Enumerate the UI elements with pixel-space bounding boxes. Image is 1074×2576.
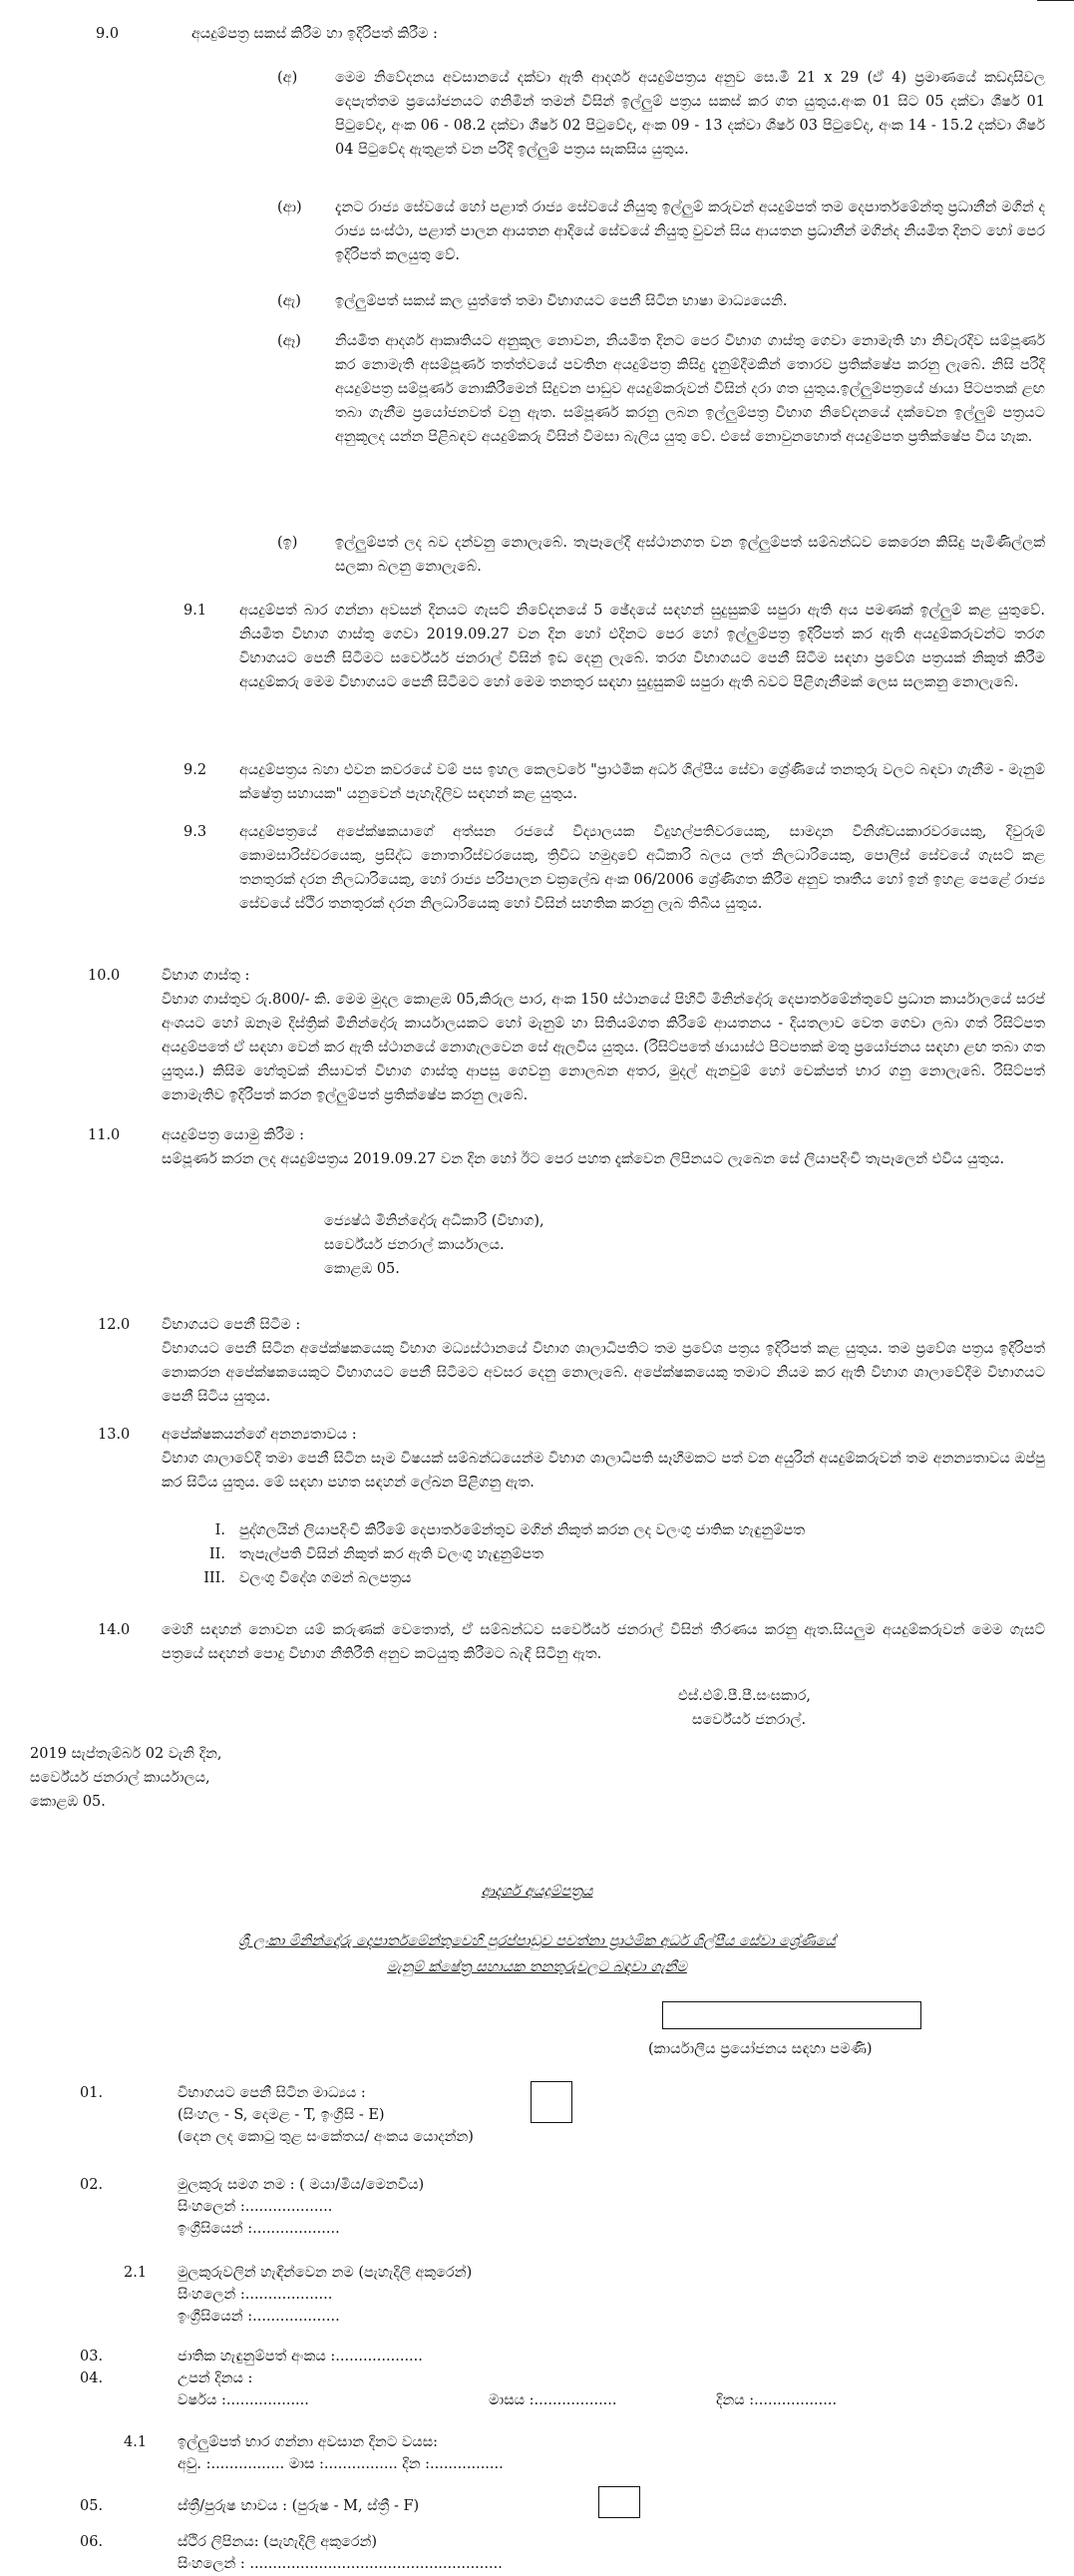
section-9-3-text: අයදුම්පත්‍රයේ අපේක්ෂකයාගේ අත්සන රජයේ විද්‍යාලයක විදුහල්පතිවරයෙකු, සාමදාන විනිශ්චයකාරවරයෙකු, දිවුරුම් කොමසාරිස්වරයෙකු, ප්‍රසිද්ධ නොතාරිස්වරයෙකු, ත්‍රිවිධ හමුදාවේ අධිකාරි බලය ලත් නිලධාරියෙකු, පොලිස් සේවයේ ගැසට් කළ තනතුරක් දරන නිලධාරියෙකු, හෝ රාජ්‍ය පරිපාලන චක්‍රලේඛ අංක 06/2006 ශ්‍රේණිගත කිරීම අනුව තෘතීය හෝ ඉන් ඉහළ පෙළේ රාජ්‍ය සේවයේ ස්ථිර තනතුරක් දරන නිලධාරියෙකු හෝ විසින් සහතික කරනු ලැබ තිබිය යුතුය. <box>239 824 1045 912</box>
item-aee-label: (ඈ) <box>277 333 301 349</box>
section-12-number: 12.0 <box>98 1317 131 1333</box>
q06-number: 06. <box>80 2534 104 2550</box>
form-heading: ආදර්ශ අයදුම්පත්‍රය <box>481 1884 593 1900</box>
form-subtitle-line-2: මැනුම් ක්ෂේත්‍ර සහායක තනතුරුවලට බඳවා ගැනීම <box>387 1959 687 1975</box>
q06-label: ස්ථිර ලිපිනය: (පැහැදිලි අකුරෙන්) <box>178 2534 378 2550</box>
form-subtitle-line-1: ශ්‍රී ලංකා මිනින්දෝරු දෙපාර්තමේන්තුවෙහි පුරප්පාඩුව පවත්නා ප්‍රාථමික අර්ධ ශිල්පීය සේවා ශ්‍රේණියේ <box>238 1933 836 1949</box>
section-9-2-text: අයදුම්පත්‍රය බහා එවන කවරයේ වම් පස ඉහල කෙලවරේ "ප්‍රාථමික අර්ධ ශිල්පීය සේවා ශ්‍රේණියේ තනතුරු වලට බඳවා ගැනීම - මැනුම් ක්ෂේත්‍ර සහායක" යනුවෙන් පැහැදිලිව සඳහන් කළ යුතුය. <box>239 762 1045 802</box>
q04-day-field[interactable]: දිනය :.................. <box>716 2392 838 2408</box>
section-9-2-number: 9.2 <box>183 762 207 778</box>
section-12-title: විභාගයට පෙනී සිටීම : <box>162 1317 301 1333</box>
q02-english-field[interactable]: ඉංග්‍රීසියෙන් :................... <box>178 2221 340 2237</box>
q05-gender-label: ස්ත්‍රී/පුරුෂ භාවය : (පුරුෂ - M, ස්ත්‍රී - F) <box>178 2498 420 2514</box>
item-i-label: (ඉ) <box>277 535 298 551</box>
q06-sinhala-address-field[interactable]: සිංහලෙන් : ....................................................... <box>178 2556 503 2572</box>
q2-1-label: මුලකුරුවලින් හැඳින්වෙන නම (පැහැදිලි අකුරෙන්) <box>178 2265 473 2281</box>
address-line-3: කොළඹ 05. <box>324 1261 400 1277</box>
signature-title: සර්වේයර් ජනරාල්. <box>692 1712 807 1728</box>
issue-city: කොළඹ 05. <box>30 1794 106 1810</box>
section-11-number: 11.0 <box>88 1127 121 1143</box>
section-14-text: මෙහි සඳහන් නොවන යම් කරුණක් වෙතොත්, ඒ සම්බන්ධව සර්වේයර් ජනරාල් විසින් තීරණය කරනු ඇත.සියලුම අයදුම්කරුවන් මෙම ගැසට් පත්‍රයේ සඳහන් පොදු විභාග නීතිරීති අනුව කටයුතු කිරීමට බැඳී සිටිනු ඇත. <box>162 1622 1045 1662</box>
section-9-1-text: අයදුම්පත් බාර ගන්නා අවසන් දිනයට ගැසට් නිවේදනයේ 5 ඡේදයේ සඳහන් සුදුසුකම් සපුරා ඇති අය පමණක් ඉල්ලුම් කළ යුතුවේ. නියමිත විභාග ගාස්තු ගෙවා 2019.09.27 වන දින හෝ එදිනට පෙර හෝ ඉල්ලුම්පත්‍ර ඉදිරිපත් කර ඇති අයදුම්කරුවන්ට තරග විභාගයට පෙනී සිටීමට සර්වේයර් ජනරාල් විසින් ඉඩ දෙනු ලැබේ. තරග විභාගයට පෙනී සිටීම සඳහා ප්‍රවේශ පත්‍රයක් නිකුත් කිරීම අයදුම්කරු මෙම විභාගයට පෙනී සිටීමට හෝ මෙම තනතුර සඳහා සුදුසුකම් සපුරා ඇති බවට පිළිගැනීමක් ලෙස සලකනු නොලැබේ. <box>239 603 1045 690</box>
section-13-number: 13.0 <box>98 1427 131 1443</box>
item-aa-text: දැනට රාජ්‍ය සේවයේ හෝ පළාත් රාජ්‍ය සේවයේ නියුතු ඉල්ලුම් කරුවන් අයදුම්පත් තම දෙපාර්තමේන්තු ප්‍රධානීන් මගින් ද රාජ්‍ය සංස්ථා, පළාත් පාලන ආයතන ආදියේ සේවයේ නියුතු වුවන් සිය ආයතන ප්‍රධානීන් මගින්ද නියමිත දිනට හෝ පෙර ඉදිරිපත් කලයුතු වේ. <box>335 200 1045 263</box>
gender-code-box[interactable] <box>598 2486 640 2518</box>
medium-code-box[interactable] <box>531 2081 572 2123</box>
id-doc-1-text: පුද්ගලයින් ලියාපදිංචි කිරීමේ දෙපාර්තමේන්තුව මගින් නිකුත් කරන ලද වලංගු ජාතික හැඳුනුම්පත <box>239 1522 806 1538</box>
issue-office: සර්වේයර් ජනරාල් කාර්යාලය, <box>30 1770 210 1786</box>
id-doc-2-numeral: II. <box>208 1546 225 1562</box>
item-ae-label: (ඇ) <box>277 293 301 309</box>
item-ae-text: ඉල්ලුම්පත් සකස් කල යුත්තේ තමා විභාගයට පෙනී සිටින භාෂා මාධ්‍යයෙනි. <box>335 293 788 309</box>
q01-options: (සිංහල - S, දෙමළ - T, ඉංග්‍රීසි - E) <box>178 2107 385 2123</box>
section-10-text: විභාග ගාස්තුව රු.800/- කි. මෙම මුදල කොළඹ 05,කිරුල පාර, අංක 150 ස්ථානයේ පිහිටි මිනින්දෝරු දෙපාර්තමේන්තුවේ ප්‍රධාන කාර්යාලයේ සරප් අංශයට හෝ ඔනෑම දිස්ත්‍රික් මිනින්දෝරු කාර්යාලයකට හෝ මැනුම් හා සිතියම්ගත කිරීමේ ආයතනය - දියතලාව වෙත ගෙවා ලබා ගත් රිසිට්පත අයදුම්පතේ ඒ සඳහා වෙන් කර ඇති ස්ථානයේ නොගැලවෙන සේ ඇලවිය යුතුය. (රිසිට්පතේ ඡායාස්ථ පිටපතක් මතු ප්‍රයෝජනය සඳහා ළඟ තබා ගත යුතුය.) කිසිම හේතුවක් නිසාවත් විභාග ගාස්තු ආපසු ගෙවනු නොලබන අතර, මුදල් ඇනවුම් හෝ චෙක්පත් භාර ගනු නොලැබේ. රිසිට්පත් නොමැතිව ඉදිරිපත් කරන ඉල්ලුම්පත් ප්‍රතික්ෂේප කරනු ලැබේ. <box>162 992 1045 1103</box>
q2-1-english-field[interactable]: ඉංග්‍රීසියෙන් :................... <box>178 2309 340 2325</box>
id-doc-2-text: තැපැල්පති විසින් නිකුත් කර ඇති වලංගු හැඳුනුම්පත <box>239 1546 544 1562</box>
top-rule <box>1037 0 1074 1</box>
q05-number: 05. <box>80 2498 104 2514</box>
q03-number: 03. <box>80 2349 104 2364</box>
q2-1-number: 2.1 <box>124 2265 148 2281</box>
q04-year-field[interactable]: වර්ෂය :.................. <box>178 2392 309 2408</box>
signature-name: එස්.එම්.පී.පී.සංඝකාර, <box>678 1688 811 1704</box>
q01-label: විභාගයට පෙනී සිටින මාධ්‍යය : <box>178 2085 366 2101</box>
issue-date: 2019 සැප්තැම්බර් 02 වැනි දින, <box>30 1746 222 1762</box>
item-i-text: ඉල්ලුම්පත් ලද බව දන්වනු නොලැබේ. තැපෑලේදී අස්ථානගත වන ඉල්ලුම්පත් සම්බන්ධව කෙරෙන කිසිදු පැමිණිල්ලක් සලකා බලනු නොලැබේ. <box>335 535 1045 575</box>
q02-label: මුලකුරු සමග නම : ( මයා/මිය/මෙනවිය) <box>178 2177 425 2193</box>
office-use-box[interactable] <box>662 2001 921 2029</box>
item-aa-label: (ආ) <box>277 200 302 215</box>
section-11-title: අයදුම්පත්‍ර යොමු කිරීම : <box>162 1127 304 1143</box>
office-use-label: (කාර්යාලීය ප්‍රයෝජනය සඳහා පමණි) <box>648 2041 873 2057</box>
q02-number: 02. <box>80 2177 104 2193</box>
q01-instruction: (දෙන ලද කොටු තුළ සංකේතය/ අංකය යොදන්න) <box>178 2129 474 2145</box>
section-10-title: විභාග ගාස්තු : <box>162 968 250 984</box>
item-aee-text: නියමිත ආදර්ශ ආකෘතියට අනුකූල නොවන, නියමිත දිනට පෙර විභාග ගාස්තු ගෙවා නොමැති හා නිවැරදිව සම්පූර්ණ කර නොමැති අසම්පූර්ණ තත්ත්වයේ පවතින අයදුම්පත්‍ර කිසිදු දැනුම්දීමකින් තොරව ප්‍රතික්ෂේප කරනු ලැබේ. නිසි පරිදි අයදුම්පත්‍ර සම්පූර්ණ නොකිරීමෙන් සිදුවන පාඩුව අයදුම්කරුවන් විසින් දරා ගත යුතුය.ඉල්ලුම්පත්‍රයේ ඡායා පිටපතක් ළඟ තබා ගැනීම ප්‍රයෝජනවත් වනු ඇත. සම්පූර්ණ කරනු ලබන ඉල්ලුම්පත්‍ර විභාග නිවේදනයේ දක්වෙන ඉල්ලුම් පත්‍රයට අනුකූලද යන්න පිළිබඳව අයදුම්කරු විසින් විමසා බැලිය යුතු වේ. එසේ නොවුනහොත් අයදුම්පත ප්‍රතික්ෂේප විය හැක. <box>335 333 1045 445</box>
q4-1-age-fields[interactable]: අවු. :................ මාස :................ දින :................ <box>178 2456 504 2472</box>
section-9-title: අයදුම්පත්‍ර සකස් කිරීම හා ඉදිරිපත් කිරීම : <box>191 26 438 42</box>
id-doc-1-numeral: I. <box>214 1522 225 1538</box>
q2-1-sinhala-field[interactable]: සිංහලෙන් :................... <box>178 2287 333 2303</box>
q4-1-number: 4.1 <box>124 2434 148 2450</box>
item-a-label: (අ) <box>277 70 298 86</box>
q04-number: 04. <box>80 2370 104 2386</box>
q03-nic-field[interactable]: ජාතික හැඳුනුම්පත් අංකය :................... <box>178 2349 423 2364</box>
id-doc-3-numeral: III. <box>203 1570 225 1586</box>
address-line-1: ජ්‍යෙෂ්ඨ මිනින්දෝරු අධිකාරි (විභාග), <box>324 1213 544 1229</box>
q01-number: 01. <box>80 2085 104 2101</box>
address-line-2: සර්වේයර් ජනරාල් කාර්යාලය. <box>324 1237 505 1253</box>
section-9-number: 9.0 <box>96 26 120 42</box>
section-13-title: අපේක්ෂකයන්ගේ අනන්‍යතාවය : <box>162 1427 357 1443</box>
section-13-text: විභාග ශාලාවේදී තමා පෙනී සිටින සෑම විෂයක් සම්බන්ධයෙන්ම විභාග ශාලාධිපති සෑහීමකට පත් වන අයුරින් අයදුම්කරුවන් තම අනන්‍යතාවය ඔප්පු කර සිටිය යුතුය. මේ සඳහා පහත සඳහන් ලේඛන පිළිගනු ඇත. <box>162 1451 1045 1491</box>
section-11-text: සම්පූර්ණ කරන ලද අයදුම්පත්‍රය 2019.09.27 වන දින හෝ ඊට පෙර පහත දැක්වෙන ලිපිනයට ලැබෙන සේ ලියාපදිංචි තැපෑලෙන් එවිය යුතුය. <box>162 1151 1005 1167</box>
id-doc-3-text: වලංගු විදේශ ගමන් බලපත්‍රය <box>239 1570 412 1586</box>
section-10-number: 10.0 <box>88 968 121 984</box>
q02-sinhala-field[interactable]: සිංහලෙන් :................... <box>178 2199 333 2215</box>
section-12-text: විභාගයට පෙනී සිටින අපේක්ෂකයෙකු විභාග මධ්‍යස්ථානයේ විභාග ශාලාධිපතිට තම ප්‍රවේශ පත්‍රය ඉදිරිපත් කළ යුතුය. තම ප්‍රවේශ පත්‍රය ඉදිරිපත් නොකරන අපේක්ෂකයෙකුට විභාගයට පෙනී සිටීමට අවසර දෙනු නොලැබේ. අපේක්ෂකයෙකු තමාට නියම කර ඇති විභාග ශාලාවේදීම විභාගයට පෙනී සිටිය යුතුය. <box>162 1341 1045 1405</box>
q04-month-field[interactable]: මාසය :.................. <box>489 2392 617 2408</box>
section-9-1-number: 9.1 <box>183 603 207 619</box>
q04-label: උපන් දිනය : <box>178 2370 253 2386</box>
section-9-3-number: 9.3 <box>183 824 207 840</box>
item-a-text: මෙම නිවේදනය අවසානයේ දක්වා ඇති ආදර්ශ අයදුම්පත්‍රය අනුව සෙ.මී 21 x 29 (ඒ 4) ප්‍රමාණයේ කඩදාසිවල දෙපැත්තම ප්‍රයෝජනයට ගනිමින් තමන් විසින් ඉල්ලුම් පත්‍රය සකස් කර ගත යුතුය.අංක 01 සිට 05 දක්වා ශීර්ෂ 01 පිටුවේද, අංක 06 - 08.2 දක්වා ශීර්ෂ 02 පිටුවේද, අංක 09 - 13 දක්වා ශීර්ෂ 03 පිටුවේද, අංක 14 - 15.2 දක්වා ශීර්ෂ 04 පිටුවේද ඇතුළත් වන පරිදි ඉල්ලුම් පත්‍රය සැකසිය යුතුය. <box>335 70 1045 158</box>
q4-1-label: ඉල්ලුම්පත් භාර ගන්නා අවසාන දිනට වයස: <box>178 2434 439 2450</box>
section-14-number: 14.0 <box>98 1622 131 1638</box>
